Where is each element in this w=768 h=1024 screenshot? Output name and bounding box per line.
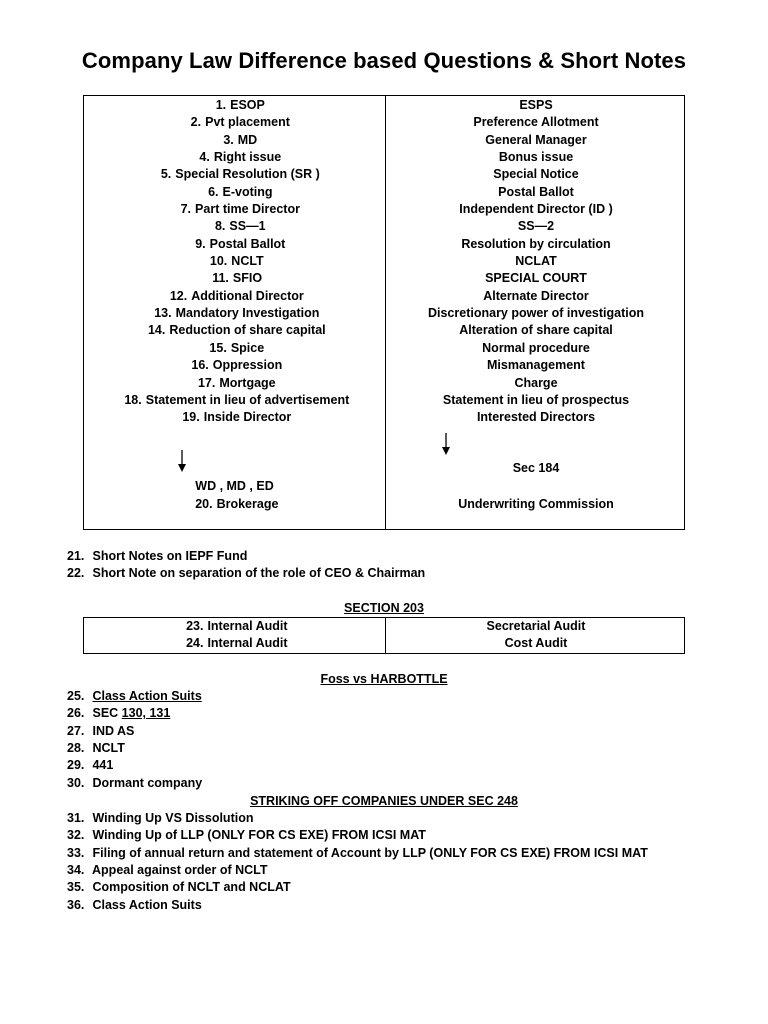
list-item: 17. Mortgage <box>197 375 276 390</box>
list-item: Bonus issue <box>498 150 574 165</box>
striking-off-heading: STRIKING OFF COMPANIES UNDER SEC 248 <box>250 794 518 808</box>
list-item: Independent Director (ID ) <box>459 202 613 217</box>
list-item: SPECIAL COURT <box>485 271 587 286</box>
list-item: ESPS <box>519 98 553 112</box>
list-item: 23. Internal Audit <box>186 619 288 633</box>
list-item: 31. Winding Up VS Dissolution <box>67 811 254 825</box>
list-item: NCLAT <box>515 254 557 269</box>
list-item: 14. Reduction of share capital <box>147 323 326 338</box>
list-item: 34. Appeal against order of NCLT <box>67 863 268 878</box>
list-item: 12. Additional Director <box>169 288 304 303</box>
list-item: Interested Directors <box>476 410 596 425</box>
section-203-right-column <box>386 618 686 653</box>
list-item: Resolution by circulation <box>461 236 611 251</box>
list-item: 26. SEC 130, 131 <box>67 706 171 721</box>
down-arrow-icon <box>441 433 451 455</box>
comparison-right-column <box>386 97 686 427</box>
short-notes-list <box>67 548 425 583</box>
list-item: SS—2 <box>517 219 555 234</box>
list-item: 5. Special Resolution (SR ) <box>160 167 320 182</box>
list-item: 9. Postal Ballot <box>195 236 286 251</box>
list-item: Preference Allotment <box>473 115 599 130</box>
list-item: 29. 441 <box>67 758 114 773</box>
list-item: Alternate Director <box>483 288 589 303</box>
list-item: Charge <box>514 375 558 390</box>
list-item: 8. SS—1 <box>214 219 266 234</box>
foss-heading: Foss vs HARBOTTLE <box>320 672 448 686</box>
list-item: Alteration of share capital <box>459 323 613 338</box>
list-item: Secretarial Audit <box>486 619 586 633</box>
list-item: 4. Right issue <box>199 150 282 165</box>
list-item: Postal Ballot <box>498 184 574 199</box>
list-item: 28. NCLT <box>67 741 125 756</box>
right-extra-text: Sec 184 <box>512 461 560 475</box>
list-item: 1. ESOP <box>215 98 265 112</box>
topics-list-2 <box>67 810 648 914</box>
list-item: 25. Class Action Suits <box>67 689 202 703</box>
list-item: Statement in lieu of prospectus <box>442 392 630 407</box>
list-item: Underwriting Commission <box>458 497 614 511</box>
list-item: 16. Oppression <box>191 358 283 373</box>
topics-list <box>67 688 202 792</box>
list-item: 20. Brokerage <box>195 497 279 511</box>
list-item: 15. Spice <box>209 340 265 355</box>
list-item: 33. Filing of annual return and statement of Account by LLP (ONLY FOR CS EXE) FROM ICSI MAT <box>67 845 648 860</box>
list-item: Normal procedure <box>482 340 590 355</box>
list-item: 35. Composition of NCLT and NCLAT <box>67 880 291 895</box>
section-203-left-column <box>84 618 385 653</box>
list-item: Mismanagement <box>487 358 585 373</box>
list-item: 7. Part time Director <box>180 202 300 217</box>
list-item: 18. Statement in lieu of advertisement <box>124 392 350 407</box>
comparison-table <box>83 95 685 530</box>
list-item: 24. Internal Audit <box>186 636 288 651</box>
list-item: Cost Audit <box>504 636 568 651</box>
list-item: 19. Inside Director <box>182 410 292 425</box>
list-item: Special Notice <box>493 167 579 182</box>
list-item: 21. Short Notes on IEPF Fund <box>67 549 248 563</box>
down-arrow-icon <box>177 450 187 472</box>
list-item: 11. SFIO <box>212 271 263 286</box>
section-203-table <box>83 617 685 654</box>
left-extra-text: WD , MD , ED <box>195 479 274 493</box>
list-item: 13. Mandatory Investigation <box>154 306 320 321</box>
section-203-heading: SECTION 203 <box>344 601 424 615</box>
list-item: 10. NCLT <box>209 254 264 269</box>
page-title: Company Law Difference based Questions & Short Notes <box>81 48 687 73</box>
list-item: 2. Pvt placement <box>190 115 290 130</box>
list-item: 27. IND AS <box>67 723 135 738</box>
list-item: 36. Class Action Suits <box>67 897 202 912</box>
list-item: Discretionary power of investigation <box>427 306 644 321</box>
comparison-left-column <box>84 97 385 427</box>
list-item: 6. E-voting <box>208 184 273 199</box>
list-item: 3. MD <box>223 132 258 147</box>
list-item: 22. Short Note on separation of the role of CEO & Chairman <box>67 566 426 581</box>
list-item: 30. Dormant company <box>67 775 203 790</box>
list-item: 32. Winding Up of LLP (ONLY FOR CS EXE) FROM ICSI MAT <box>67 828 426 843</box>
list-item: General Manager <box>485 132 587 147</box>
